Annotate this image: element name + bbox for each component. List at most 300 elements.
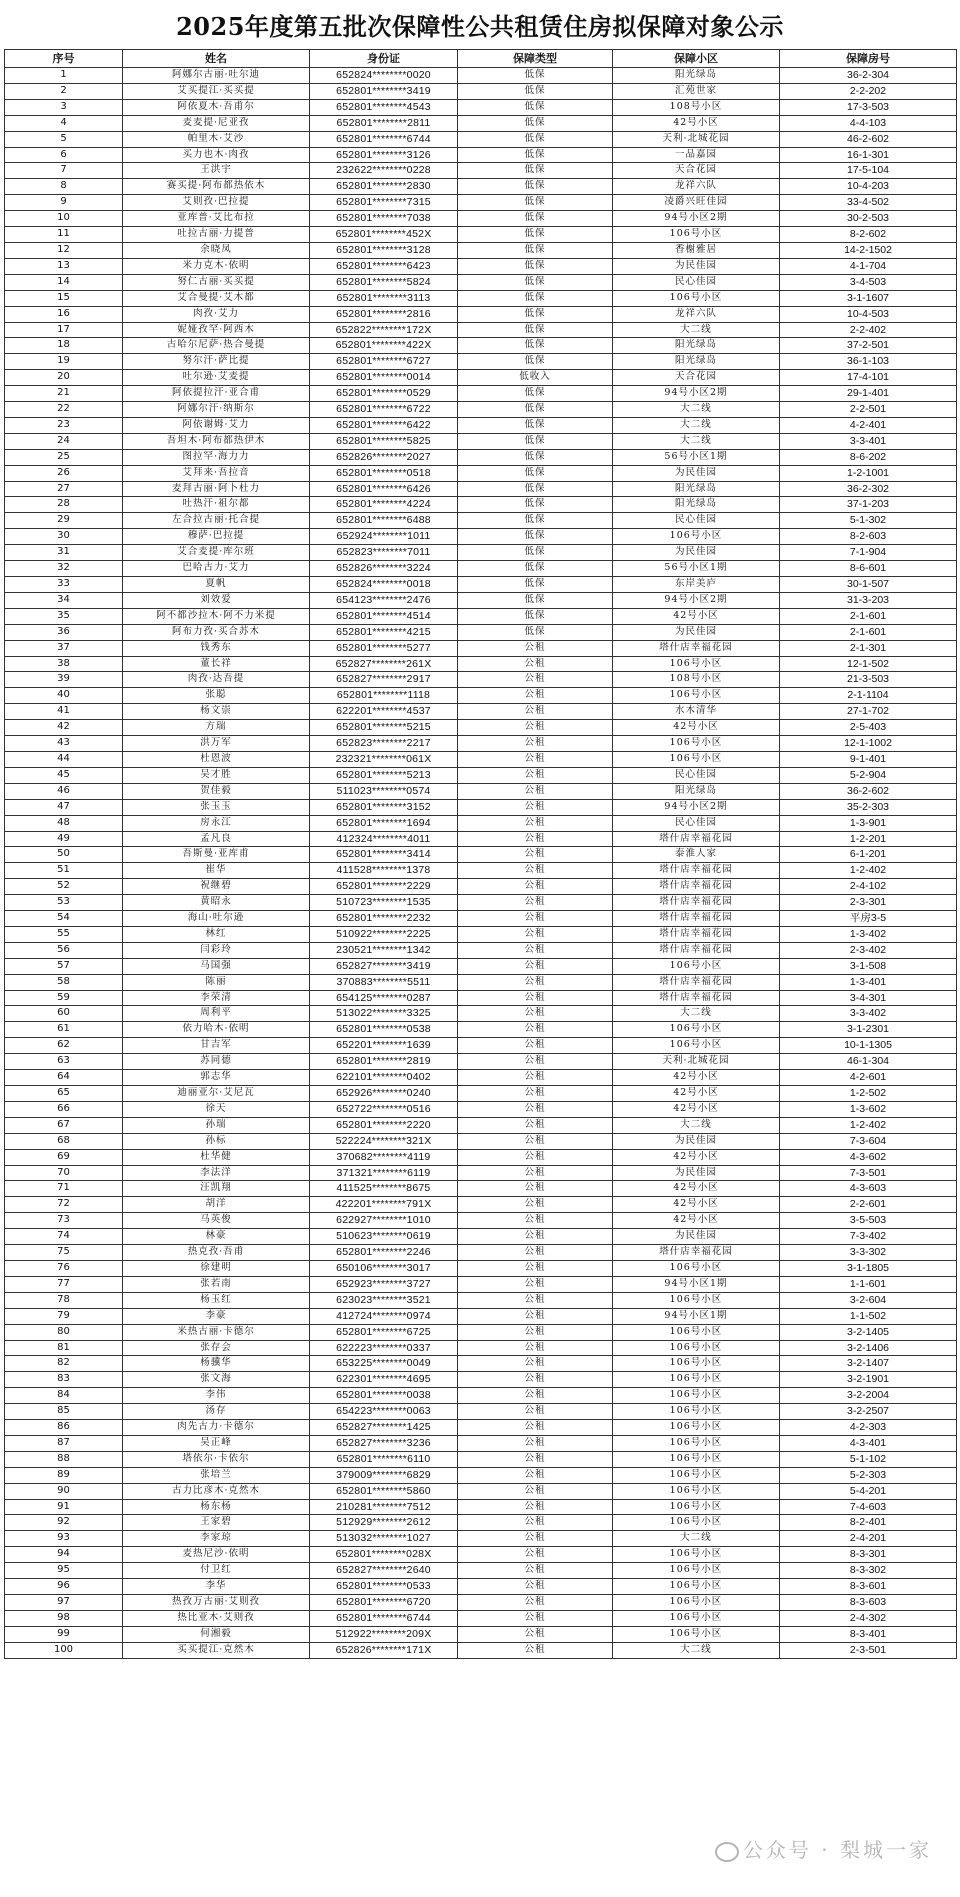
cell-id-card: 652801********6720 xyxy=(310,1595,458,1611)
cell-name: 努尔汗·萨比提 xyxy=(123,354,310,370)
cell-id-card: 652801********7315 xyxy=(310,195,458,211)
table-row xyxy=(5,847,957,863)
cell-room: 2-3-501 xyxy=(780,1642,957,1658)
cell-type: 低保 xyxy=(458,592,613,608)
cell-name: 买买提江·克然木 xyxy=(123,1642,310,1658)
cell-id-card: 513022********3325 xyxy=(310,1006,458,1022)
cell-id-card: 652801********5215 xyxy=(310,720,458,736)
cell-id-card: 370883********5511 xyxy=(310,974,458,990)
table-row xyxy=(5,115,957,131)
table-row xyxy=(5,1340,957,1356)
cell-name: 麦热尼沙·依明 xyxy=(123,1547,310,1563)
cell-type: 低保 xyxy=(458,306,613,322)
cell-room: 8-3-601 xyxy=(780,1579,957,1595)
cell-community: 106号小区 xyxy=(613,290,780,306)
cell-type: 低保 xyxy=(458,513,613,529)
cell-room: 3-2-1407 xyxy=(780,1356,957,1372)
cell-id-card: 622201********4537 xyxy=(310,704,458,720)
cell-type: 公租 xyxy=(458,1038,613,1054)
cell-community: 为民佳园 xyxy=(613,624,780,640)
cell-type: 公租 xyxy=(458,1292,613,1308)
cell-community: 106号小区 xyxy=(613,1435,780,1451)
cell-seq: 50 xyxy=(5,847,123,863)
cell-type: 公租 xyxy=(458,1579,613,1595)
cell-community: 94号小区1期 xyxy=(613,1308,780,1324)
cell-room: 4-4-103 xyxy=(780,115,957,131)
cell-room: 17-3-503 xyxy=(780,99,957,115)
cell-name: 张存会 xyxy=(123,1340,310,1356)
table-row xyxy=(5,1101,957,1117)
cell-seq: 24 xyxy=(5,433,123,449)
table-row xyxy=(5,1292,957,1308)
cell-name: 吐尔逊·艾麦提 xyxy=(123,370,310,386)
table-row xyxy=(5,608,957,624)
cell-seq: 95 xyxy=(5,1563,123,1579)
cell-seq: 36 xyxy=(5,624,123,640)
cell-room: 7-4-603 xyxy=(780,1499,957,1515)
cell-seq: 88 xyxy=(5,1451,123,1467)
cell-seq: 34 xyxy=(5,592,123,608)
cell-community: 106号小区 xyxy=(613,1292,780,1308)
cell-room: 1-3-402 xyxy=(780,926,957,942)
cell-seq: 5 xyxy=(5,131,123,147)
publicity-table xyxy=(4,49,957,1659)
cell-room: 17-5-104 xyxy=(780,163,957,179)
cell-room: 2-4-102 xyxy=(780,879,957,895)
cell-community: 大二线 xyxy=(613,417,780,433)
cell-type: 公租 xyxy=(458,1054,613,1070)
cell-seq: 73 xyxy=(5,1213,123,1229)
cell-community: 东岸美庐 xyxy=(613,577,780,593)
cell-name: 图拉罕·海力力 xyxy=(123,449,310,465)
cell-name: 徐建明 xyxy=(123,1260,310,1276)
cell-name: 杨东杨 xyxy=(123,1499,310,1515)
cell-name: 杨文崇 xyxy=(123,704,310,720)
table-row xyxy=(5,1595,957,1611)
table-row xyxy=(5,1388,957,1404)
cell-name: 杜华健 xyxy=(123,1149,310,1165)
table-row xyxy=(5,1420,957,1436)
cell-type: 公租 xyxy=(458,1260,613,1276)
cell-name: 阿依提拉汗·亚合甫 xyxy=(123,386,310,402)
table-row xyxy=(5,783,957,799)
cell-room: 2-1-601 xyxy=(780,608,957,624)
cell-community: 94号小区1期 xyxy=(613,1276,780,1292)
cell-room: 9-1-401 xyxy=(780,751,957,767)
cell-name: 米热古丽·卡德尔 xyxy=(123,1324,310,1340)
cell-community: 94号小区2期 xyxy=(613,386,780,402)
cell-room: 29-1-401 xyxy=(780,386,957,402)
cell-id-card: 652801********5860 xyxy=(310,1483,458,1499)
cell-community: 106号小区 xyxy=(613,1324,780,1340)
cell-id-card: 652801********2819 xyxy=(310,1054,458,1070)
cell-seq: 45 xyxy=(5,767,123,783)
cell-id-card: 652801********4224 xyxy=(310,497,458,513)
cell-room: 8-2-602 xyxy=(780,227,957,243)
cell-type: 公租 xyxy=(458,1197,613,1213)
cell-type: 公租 xyxy=(458,1435,613,1451)
cell-seq: 53 xyxy=(5,895,123,911)
cell-type: 公租 xyxy=(458,751,613,767)
cell-community: 为民佳园 xyxy=(613,258,780,274)
cell-type: 低保 xyxy=(458,99,613,115)
cell-name: 何湘毅 xyxy=(123,1626,310,1642)
cell-seq: 82 xyxy=(5,1356,123,1372)
cell-name: 苏同德 xyxy=(123,1054,310,1070)
cell-seq: 23 xyxy=(5,417,123,433)
cell-type: 低保 xyxy=(458,115,613,131)
cell-id-card: 652826********3224 xyxy=(310,561,458,577)
cell-type: 公租 xyxy=(458,704,613,720)
cell-community: 大二线 xyxy=(613,1642,780,1658)
cell-community: 106号小区 xyxy=(613,1356,780,1372)
cell-community: 106号小区 xyxy=(613,751,780,767)
table-row xyxy=(5,863,957,879)
cell-name: 王家碧 xyxy=(123,1515,310,1531)
table-row xyxy=(5,736,957,752)
cell-seq: 18 xyxy=(5,338,123,354)
table-row xyxy=(5,242,957,258)
cell-seq: 29 xyxy=(5,513,123,529)
cell-room: 35-2-303 xyxy=(780,799,957,815)
cell-community: 天合花园 xyxy=(613,370,780,386)
cell-room: 2-1-601 xyxy=(780,624,957,640)
cell-name: 肉孜·艾力 xyxy=(123,306,310,322)
cell-type: 低保 xyxy=(458,577,613,593)
cell-seq: 97 xyxy=(5,1595,123,1611)
cell-room: 2-2-402 xyxy=(780,322,957,338)
table-row xyxy=(5,1245,957,1261)
cell-community: 阳光绿岛 xyxy=(613,783,780,799)
cell-room: 3-3-402 xyxy=(780,1006,957,1022)
cell-name: 麦拜古丽·阿卜杜力 xyxy=(123,481,310,497)
cell-name: 艾则孜·巴拉提 xyxy=(123,195,310,211)
table-row xyxy=(5,1038,957,1054)
cell-seq: 85 xyxy=(5,1404,123,1420)
cell-id-card: 652801********6110 xyxy=(310,1451,458,1467)
cell-type: 低保 xyxy=(458,322,613,338)
cell-name: 林红 xyxy=(123,926,310,942)
cell-seq: 12 xyxy=(5,242,123,258)
cell-name: 米力克木·依明 xyxy=(123,258,310,274)
cell-community: 94号小区2期 xyxy=(613,211,780,227)
cell-type: 低保 xyxy=(458,529,613,545)
cell-room: 12-1-502 xyxy=(780,656,957,672)
cell-type: 低收入 xyxy=(458,370,613,386)
cell-community: 106号小区 xyxy=(613,1499,780,1515)
cell-community: 大二线 xyxy=(613,1006,780,1022)
cell-id-card: 652801********6727 xyxy=(310,354,458,370)
cell-id-card: 370682********4119 xyxy=(310,1149,458,1165)
table-header-row xyxy=(5,50,957,68)
table-row xyxy=(5,433,957,449)
cell-type: 低保 xyxy=(458,481,613,497)
cell-seq: 72 xyxy=(5,1197,123,1213)
table-row xyxy=(5,751,957,767)
cell-type: 公租 xyxy=(458,974,613,990)
cell-type: 低保 xyxy=(458,147,613,163)
cell-community: 大二线 xyxy=(613,402,780,418)
cell-name: 买力也木·肉孜 xyxy=(123,147,310,163)
cell-seq: 74 xyxy=(5,1229,123,1245)
cell-id-card: 412324********4011 xyxy=(310,831,458,847)
cell-seq: 98 xyxy=(5,1610,123,1626)
cell-id-card: 654125********0287 xyxy=(310,990,458,1006)
cell-name: 努仁古丽·买买提 xyxy=(123,274,310,290)
cell-id-card: 652801********6722 xyxy=(310,402,458,418)
cell-seq: 54 xyxy=(5,911,123,927)
cell-name: 吾斯曼·亚库甫 xyxy=(123,847,310,863)
cell-name: 古力比彦木·克然木 xyxy=(123,1483,310,1499)
cell-name: 塔依尔·卡依尔 xyxy=(123,1451,310,1467)
table-row xyxy=(5,99,957,115)
cell-type: 公租 xyxy=(458,847,613,863)
cell-type: 公租 xyxy=(458,688,613,704)
cell-name: 李法洋 xyxy=(123,1165,310,1181)
cell-type: 公租 xyxy=(458,1149,613,1165)
table-row xyxy=(5,1579,957,1595)
watermark xyxy=(715,1834,932,1863)
cell-room: 1-2-502 xyxy=(780,1086,957,1102)
cell-id-card: 652827********1425 xyxy=(310,1420,458,1436)
cell-room: 7-1-904 xyxy=(780,545,957,561)
table-row xyxy=(5,1547,957,1563)
table-row xyxy=(5,831,957,847)
cell-seq: 41 xyxy=(5,704,123,720)
cell-id-card: 652801********422X xyxy=(310,338,458,354)
cell-community: 塔什店幸福花园 xyxy=(613,990,780,1006)
cell-community: 为民佳园 xyxy=(613,1165,780,1181)
table-row xyxy=(5,322,957,338)
cell-type: 公租 xyxy=(458,1467,613,1483)
cell-room: 3-4-301 xyxy=(780,990,957,1006)
table-row xyxy=(5,1260,957,1276)
cell-type: 公租 xyxy=(458,895,613,911)
cell-room: 1-2-402 xyxy=(780,1117,957,1133)
cell-name: 肉先古力·卡德尔 xyxy=(123,1420,310,1436)
cell-type: 低保 xyxy=(458,242,613,258)
cell-community: 42号小区 xyxy=(613,115,780,131)
cell-type: 公租 xyxy=(458,640,613,656)
cell-id-card: 512922********209X xyxy=(310,1626,458,1642)
header-id-card: 身份证 xyxy=(310,50,458,68)
table-row xyxy=(5,1356,957,1372)
table-row xyxy=(5,656,957,672)
cell-community: 42号小区 xyxy=(613,1086,780,1102)
cell-room: 2-2-601 xyxy=(780,1197,957,1213)
cell-seq: 49 xyxy=(5,831,123,847)
table-row xyxy=(5,1022,957,1038)
table-row xyxy=(5,958,957,974)
cell-seq: 93 xyxy=(5,1531,123,1547)
cell-type: 公租 xyxy=(458,1006,613,1022)
cell-id-card: 652826********2027 xyxy=(310,449,458,465)
cell-name: 亚库普·艾比布拉 xyxy=(123,211,310,227)
table-row xyxy=(5,624,957,640)
cell-type: 公租 xyxy=(458,1372,613,1388)
table-row xyxy=(5,688,957,704)
cell-seq: 71 xyxy=(5,1181,123,1197)
cell-type: 公租 xyxy=(458,1483,613,1499)
cell-community: 106号小区 xyxy=(613,1515,780,1531)
cell-type: 公租 xyxy=(458,1101,613,1117)
cell-id-card: 652801********6744 xyxy=(310,131,458,147)
cell-seq: 44 xyxy=(5,751,123,767)
cell-room: 3-1-508 xyxy=(780,958,957,974)
cell-name: 迪丽亚尔·艾尼瓦 xyxy=(123,1086,310,1102)
cell-name: 张玉玉 xyxy=(123,799,310,815)
cell-seq: 100 xyxy=(5,1642,123,1658)
cell-room: 33-4-502 xyxy=(780,195,957,211)
cell-type: 低保 xyxy=(458,274,613,290)
cell-id-card: 652801********7038 xyxy=(310,211,458,227)
wechat-icon xyxy=(715,1842,739,1862)
cell-seq: 55 xyxy=(5,926,123,942)
cell-type: 公租 xyxy=(458,1340,613,1356)
cell-name: 黄昭永 xyxy=(123,895,310,911)
cell-community: 106号小区 xyxy=(613,1260,780,1276)
table-row xyxy=(5,529,957,545)
cell-room: 7-3-501 xyxy=(780,1165,957,1181)
cell-type: 公租 xyxy=(458,1626,613,1642)
cell-name: 依力哈木·依明 xyxy=(123,1022,310,1038)
cell-room: 4-2-601 xyxy=(780,1070,957,1086)
cell-seq: 22 xyxy=(5,402,123,418)
cell-room: 2-2-202 xyxy=(780,83,957,99)
cell-id-card: 652801********4543 xyxy=(310,99,458,115)
cell-room: 2-3-301 xyxy=(780,895,957,911)
cell-community: 大二线 xyxy=(613,322,780,338)
cell-name: 穆萨·巴拉提 xyxy=(123,529,310,545)
cell-community: 泰淮人家 xyxy=(613,847,780,863)
cell-name: 祝继碧 xyxy=(123,879,310,895)
cell-seq: 76 xyxy=(5,1260,123,1276)
cell-room: 7-3-604 xyxy=(780,1133,957,1149)
cell-id-card: 652801********3419 xyxy=(310,83,458,99)
cell-type: 公租 xyxy=(458,831,613,847)
cell-room: 4-3-602 xyxy=(780,1149,957,1165)
cell-community: 106号小区 xyxy=(613,656,780,672)
cell-id-card: 652801********3113 xyxy=(310,290,458,306)
cell-seq: 32 xyxy=(5,561,123,577)
cell-id-card: 411528********1378 xyxy=(310,863,458,879)
cell-room: 8-3-302 xyxy=(780,1563,957,1579)
cell-community: 106号小区 xyxy=(613,736,780,752)
cell-room: 3-3-401 xyxy=(780,433,957,449)
table-row xyxy=(5,1133,957,1149)
cell-type: 公租 xyxy=(458,1229,613,1245)
cell-seq: 83 xyxy=(5,1372,123,1388)
cell-room: 5-4-201 xyxy=(780,1483,957,1499)
cell-seq: 48 xyxy=(5,815,123,831)
cell-community: 塔什店幸福花园 xyxy=(613,1245,780,1261)
cell-name: 董长祥 xyxy=(123,656,310,672)
cell-name: 赛买提·阿布都热依木 xyxy=(123,179,310,195)
cell-community: 阳光绿岛 xyxy=(613,338,780,354)
cell-seq: 9 xyxy=(5,195,123,211)
cell-seq: 90 xyxy=(5,1483,123,1499)
cell-type: 公租 xyxy=(458,1515,613,1531)
cell-community: 106号小区 xyxy=(613,1626,780,1642)
cell-id-card: 623023********3521 xyxy=(310,1292,458,1308)
cell-id-card: 652801********3414 xyxy=(310,847,458,863)
cell-type: 公租 xyxy=(458,1642,613,1658)
cell-community: 94号小区2期 xyxy=(613,592,780,608)
header-type: 保障类型 xyxy=(458,50,613,68)
cell-id-card: 411525********8675 xyxy=(310,1181,458,1197)
cell-type: 低保 xyxy=(458,83,613,99)
table-row xyxy=(5,1626,957,1642)
cell-community: 塔什店幸福花园 xyxy=(613,879,780,895)
cell-room: 3-1-2301 xyxy=(780,1022,957,1038)
cell-room: 1-2-402 xyxy=(780,863,957,879)
cell-name: 李豪 xyxy=(123,1308,310,1324)
cell-room: 2-1-301 xyxy=(780,640,957,656)
cell-name: 帕里木·艾沙 xyxy=(123,131,310,147)
cell-type: 公租 xyxy=(458,1276,613,1292)
cell-name: 汪凯翔 xyxy=(123,1181,310,1197)
cell-room: 27-1-702 xyxy=(780,704,957,720)
cell-seq: 33 xyxy=(5,577,123,593)
cell-community: 塔什店幸福花园 xyxy=(613,831,780,847)
cell-room: 2-2-501 xyxy=(780,402,957,418)
table-row xyxy=(5,1451,957,1467)
table-row xyxy=(5,1006,957,1022)
cell-seq: 60 xyxy=(5,1006,123,1022)
cell-type: 低保 xyxy=(458,68,613,84)
cell-seq: 79 xyxy=(5,1308,123,1324)
cell-room: 21-3-503 xyxy=(780,672,957,688)
cell-type: 低保 xyxy=(458,465,613,481)
table-row xyxy=(5,131,957,147)
cell-seq: 13 xyxy=(5,258,123,274)
cell-seq: 68 xyxy=(5,1133,123,1149)
cell-id-card: 652801********2232 xyxy=(310,911,458,927)
cell-id-card: 652801********4514 xyxy=(310,608,458,624)
cell-community: 民心佳园 xyxy=(613,767,780,783)
cell-seq: 70 xyxy=(5,1165,123,1181)
cell-name: 阿依夏木·吾甫尔 xyxy=(123,99,310,115)
cell-room: 3-2-604 xyxy=(780,1292,957,1308)
cell-name: 余晓凤 xyxy=(123,242,310,258)
cell-type: 公租 xyxy=(458,799,613,815)
table-row xyxy=(5,370,957,386)
cell-id-card: 512929********2612 xyxy=(310,1515,458,1531)
cell-id-card: 652823********7011 xyxy=(310,545,458,561)
cell-room: 1-3-401 xyxy=(780,974,957,990)
cell-room: 1-2-1001 xyxy=(780,465,957,481)
cell-community: 凌爵兴旺佳园 xyxy=(613,195,780,211)
cell-room: 1-3-901 xyxy=(780,815,957,831)
cell-community: 汇苑世家 xyxy=(613,83,780,99)
cell-community: 42号小区 xyxy=(613,1101,780,1117)
watermark-text: 公众号 · 梨城一家 xyxy=(742,1838,932,1862)
cell-community: 106号小区 xyxy=(613,1038,780,1054)
cell-room: 36-2-304 xyxy=(780,68,957,84)
cell-name: 王洪宇 xyxy=(123,163,310,179)
cell-room: 3-2-1405 xyxy=(780,1324,957,1340)
cell-community: 106号小区 xyxy=(613,1420,780,1436)
table-row xyxy=(5,1467,957,1483)
cell-room: 1-2-201 xyxy=(780,831,957,847)
cell-seq: 63 xyxy=(5,1054,123,1070)
table-row xyxy=(5,417,957,433)
cell-type: 公租 xyxy=(458,1324,613,1340)
cell-seq: 64 xyxy=(5,1070,123,1086)
cell-id-card: 650106********3017 xyxy=(310,1260,458,1276)
cell-type: 公租 xyxy=(458,863,613,879)
cell-community: 阳光绿岛 xyxy=(613,68,780,84)
